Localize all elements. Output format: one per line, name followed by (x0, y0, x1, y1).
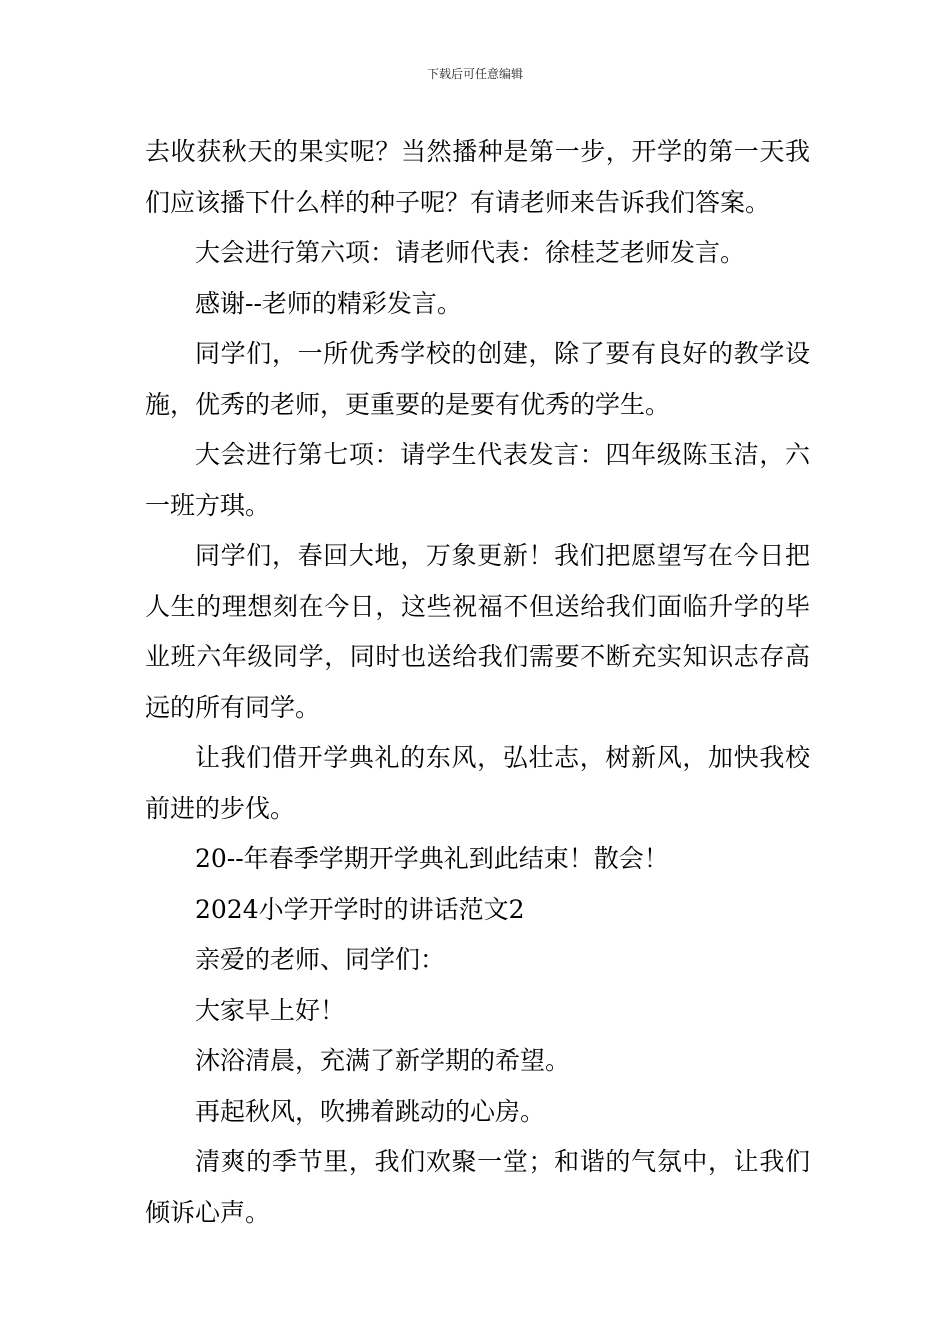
greeting: 大家早上好！ (195, 995, 346, 1025)
salutation: 亲爱的老师、同学们： (195, 945, 446, 974)
document-body (145, 127, 810, 1238)
paragraph: 同学们，一所优秀学校的创建，除了要有良好的教学设施，优秀的老师，更重要的是要有优秀的学生。 (145, 339, 810, 419)
paragraph: 同学们，春回大地，万象更新！我们把愿望写在今日把人生的理想刻在今日，这些祝福不但送给我们面临升学的毕业班六年级同学，同时也送给我们需要不断充实知识志存高远的所有同学。 (145, 541, 810, 722)
paragraph: 沐浴清晨，充满了新学期的希望。 (195, 1046, 571, 1075)
section-heading: 2024小学开学时的讲话范文2 (195, 894, 525, 924)
paragraph: 大会进行第七项：请学生代表发言：四年级陈玉洁，六一班方琪。 (145, 440, 810, 520)
paragraph: 让我们借开学典礼的东风，弘壮志，树新风，加快我校前进的步伐。 (145, 743, 810, 823)
header-note: 下载后可任意编辑 (426, 67, 523, 81)
paragraph: 清爽的季节里，我们欢聚一堂；和谐的气氛中，让我们倾诉心声。 (145, 1147, 810, 1227)
paragraph: 大会进行第六项：请老师代表：徐桂芝老师发言。 (195, 238, 746, 267)
paragraph: 再起秋风，吹拂着跳动的心房。 (195, 1096, 546, 1126)
paragraph: 20--年春季学期开学典礼到此结束！散会！ (195, 844, 669, 873)
page-header (0, 66, 950, 82)
paragraph: 去收获秋天的果实呢？当然播种是第一步，开学的第一天我们应该播下什么样的种子呢？有请老师来告诉我们答案。 (145, 137, 810, 217)
paragraph: 感谢--老师的精彩发言。 (195, 288, 462, 318)
